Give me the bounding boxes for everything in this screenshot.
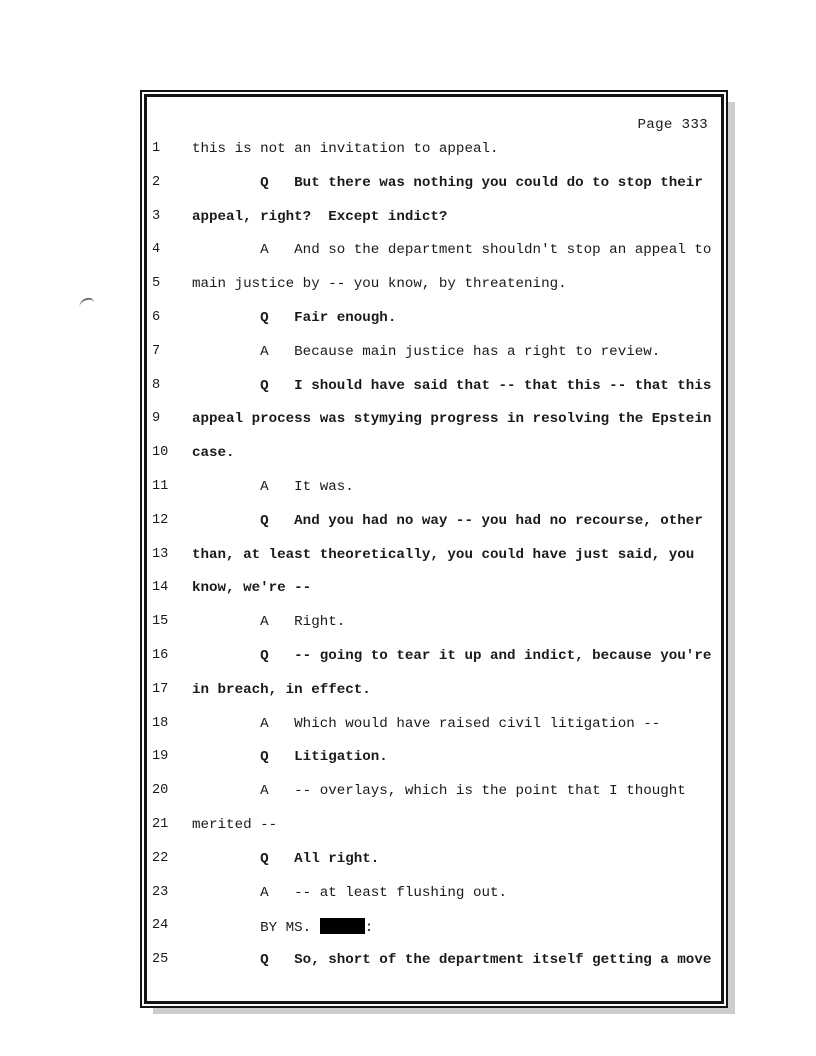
- line-number: 2: [152, 174, 161, 190]
- line-text: Q -- going to tear it up and indict, because you're: [192, 647, 712, 664]
- line-text: Q Litigation.: [192, 749, 388, 766]
- line-text: Q But there was nothing you could do to stop their: [192, 174, 703, 191]
- line-text: Q And you had no way -- you had no recourse, other: [192, 512, 703, 529]
- line-number: 25: [152, 952, 169, 968]
- line-number: 4: [152, 242, 161, 258]
- line-number: 23: [152, 884, 169, 900]
- line-text: Q So, short of the department itself getting a move: [192, 952, 712, 969]
- line-number: 3: [152, 208, 161, 224]
- transcript-line: [147, 885, 721, 919]
- transcript-page: [144, 94, 724, 1004]
- line-number: 13: [152, 546, 169, 562]
- line-text: know, we're --: [192, 580, 312, 597]
- line-number: 11: [152, 478, 169, 494]
- line-number: 16: [152, 647, 169, 663]
- transcript-line: [147, 141, 721, 175]
- line-number: 17: [152, 681, 169, 697]
- transcript-line: [147, 918, 721, 952]
- line-number: 6: [152, 309, 161, 325]
- transcript-line: [147, 209, 721, 243]
- line-text: A And so the department shouldn't stop an appeal to: [192, 242, 712, 259]
- transcript-line: [147, 952, 721, 986]
- line-text: this is not an invitation to appeal.: [192, 141, 499, 157]
- line-number: 9: [152, 411, 161, 427]
- transcript-line: [147, 242, 721, 276]
- line-text: A Right.: [192, 614, 346, 631]
- page-number-header: Page 333: [637, 117, 708, 133]
- line-text: A It was.: [192, 478, 354, 495]
- transcript-line: [147, 479, 721, 513]
- line-number: 24: [152, 918, 169, 934]
- transcript-page-frame: [140, 90, 728, 1008]
- transcript-line: [147, 547, 721, 581]
- line-text: appeal, right? Except indict?: [192, 208, 448, 225]
- transcript-line: [147, 716, 721, 750]
- transcript-line: [147, 682, 721, 716]
- line-text: A -- at least flushing out.: [192, 884, 508, 901]
- line-text: appeal process was stymying progress in resolving the Epstein: [192, 411, 712, 428]
- transcript-line: [147, 614, 721, 648]
- line-text: BY MS. :: [192, 920, 374, 937]
- line-text: in breach, in effect.: [192, 681, 371, 698]
- line-number: 22: [152, 850, 169, 866]
- line-text: merited --: [192, 816, 278, 833]
- transcript-rows: [147, 141, 721, 986]
- transcript-line: [147, 276, 721, 310]
- line-number: 8: [152, 377, 161, 393]
- line-text: A Which would have raised civil litigation --: [192, 715, 661, 732]
- transcript-line: [147, 344, 721, 378]
- line-text: Q All right.: [192, 850, 380, 867]
- line-text: Q I should have said that -- that this -- that this: [192, 377, 712, 394]
- transcript-line: [147, 310, 721, 344]
- transcript-line: [147, 175, 721, 209]
- line-text: Q Fair enough.: [192, 309, 397, 326]
- line-number: 21: [152, 816, 169, 832]
- transcript-line: [147, 783, 721, 817]
- transcript-line: [147, 411, 721, 445]
- transcript-line: [147, 378, 721, 412]
- transcript-line: [147, 513, 721, 547]
- line-number: 20: [152, 783, 169, 799]
- line-number: 15: [152, 614, 169, 630]
- line-number: 7: [152, 343, 161, 359]
- line-text: A -- overlays, which is the point that I thought: [192, 783, 686, 800]
- line-number: 1: [152, 141, 161, 156]
- line-number: 5: [152, 276, 161, 292]
- pen-mark-artifact: [79, 297, 95, 308]
- line-text: case.: [192, 445, 235, 462]
- line-text: main justice by -- you know, by threatening.: [192, 276, 567, 293]
- line-number: 18: [152, 715, 169, 731]
- line-number: 14: [152, 580, 169, 596]
- transcript-line: [147, 817, 721, 851]
- transcript-line: [147, 749, 721, 783]
- transcript-line: [147, 851, 721, 885]
- line-number: 19: [152, 749, 169, 765]
- line-text: A Because main justice has a right to review.: [192, 343, 661, 360]
- redaction-box: [320, 918, 365, 934]
- transcript-line: [147, 445, 721, 479]
- transcript-line: [147, 580, 721, 614]
- transcript-line: [147, 648, 721, 682]
- line-number: 10: [152, 445, 169, 461]
- line-text: than, at least theoretically, you could have just said, you: [192, 546, 695, 563]
- line-number: 12: [152, 512, 169, 528]
